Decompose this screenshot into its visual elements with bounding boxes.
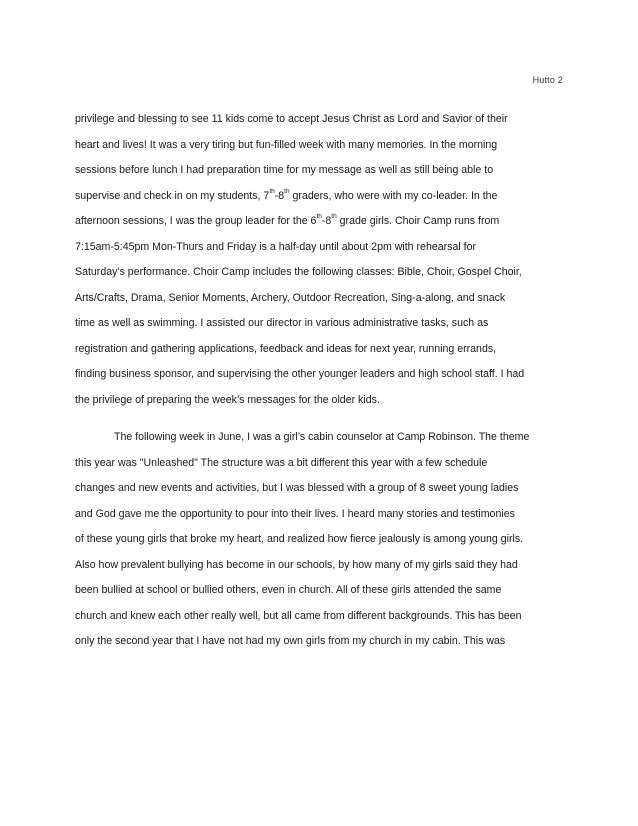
page-header: Hutto 2 (532, 75, 563, 85)
text-line: of these young girls that broke my heart, and realized how fierce jealously is among young girls. (75, 533, 524, 545)
text-line: been bullied at school or bullied others, even in church. All of these girls attended the same (75, 584, 502, 596)
text-line: The following week in June, I was a girl’s cabin counselor at Camp Robinson. The theme (114, 431, 530, 443)
text-line: and God gave me the opportunity to pour into their lives. I heard many stories and testimonies (75, 507, 515, 520)
paragraph-1 (75, 107, 575, 413)
text-line: registration and gathering applications, feedback and ideas for next year, running errands, (75, 342, 497, 355)
text-line: changes and new events and activities, but I was blessed with a group of 8 sweet young ladies (75, 482, 519, 494)
text-run: grade girls. Choir Camp runs from (336, 215, 500, 227)
paragraph-2 (75, 425, 575, 655)
text-line: this year was "Unleashed" The structure was a bit different this year with a few schedule (75, 456, 488, 469)
text-line: heart and lives! It was a very tiring but fun-filled week with many memories. In the morning (75, 138, 498, 151)
text-line: finding business sponsor, and supervising the other younger leaders and high school staff. I had (75, 368, 525, 380)
text-line: Also how prevalent bullying has become in our schools, by how many of my girls said they had (75, 558, 518, 571)
text-line: the privilege of preparing the week’s messages for the older kids. (75, 393, 380, 406)
superscript: th (331, 213, 337, 221)
text-line: only the second year that I have not had my own girls from my church in my cabin. This was (75, 635, 506, 647)
text-run: graders, who were with my co-leader. In the (289, 189, 498, 202)
text-line: 7:15am-5:45pm Mon-Thurs and Friday is a half-day until about 2pm with rehearsal for (75, 240, 476, 253)
text-line: sessions before lunch I had preparation time for my message as well as still being able to (75, 164, 494, 176)
text-line: Arts/Crafts, Drama, Senior Moments, Archery, Outdoor Recreation, Sing-a-along, and snack (75, 291, 506, 304)
superscript: th (269, 187, 275, 195)
text-line: church and knew each other really well, but all came from different backgrounds. This has been (75, 609, 522, 622)
text-line: time as well as swimming. I assisted our director in various administrative tasks, such as (75, 317, 489, 329)
document-body (75, 107, 575, 655)
text-run: afternoon sessions, I was the group leader for the 6 (75, 215, 317, 227)
text-run: -8 (321, 215, 332, 227)
superscript: th (316, 213, 322, 221)
text-run: -8 (274, 189, 285, 202)
superscript: th (284, 187, 290, 195)
paragraph-spacer (75, 413, 575, 425)
text-line: privilege and blessing to see 11 kids come to accept Jesus Christ as Lord and Savior of their (75, 113, 508, 125)
text-run: supervise and check in on my students, 7 (75, 189, 270, 202)
text-line (75, 184, 575, 210)
text-line (75, 209, 575, 235)
text-line: Saturday’s performance. Choir Camp includes the following classes: Bible, Choir, Gospel Choir, (75, 266, 522, 278)
